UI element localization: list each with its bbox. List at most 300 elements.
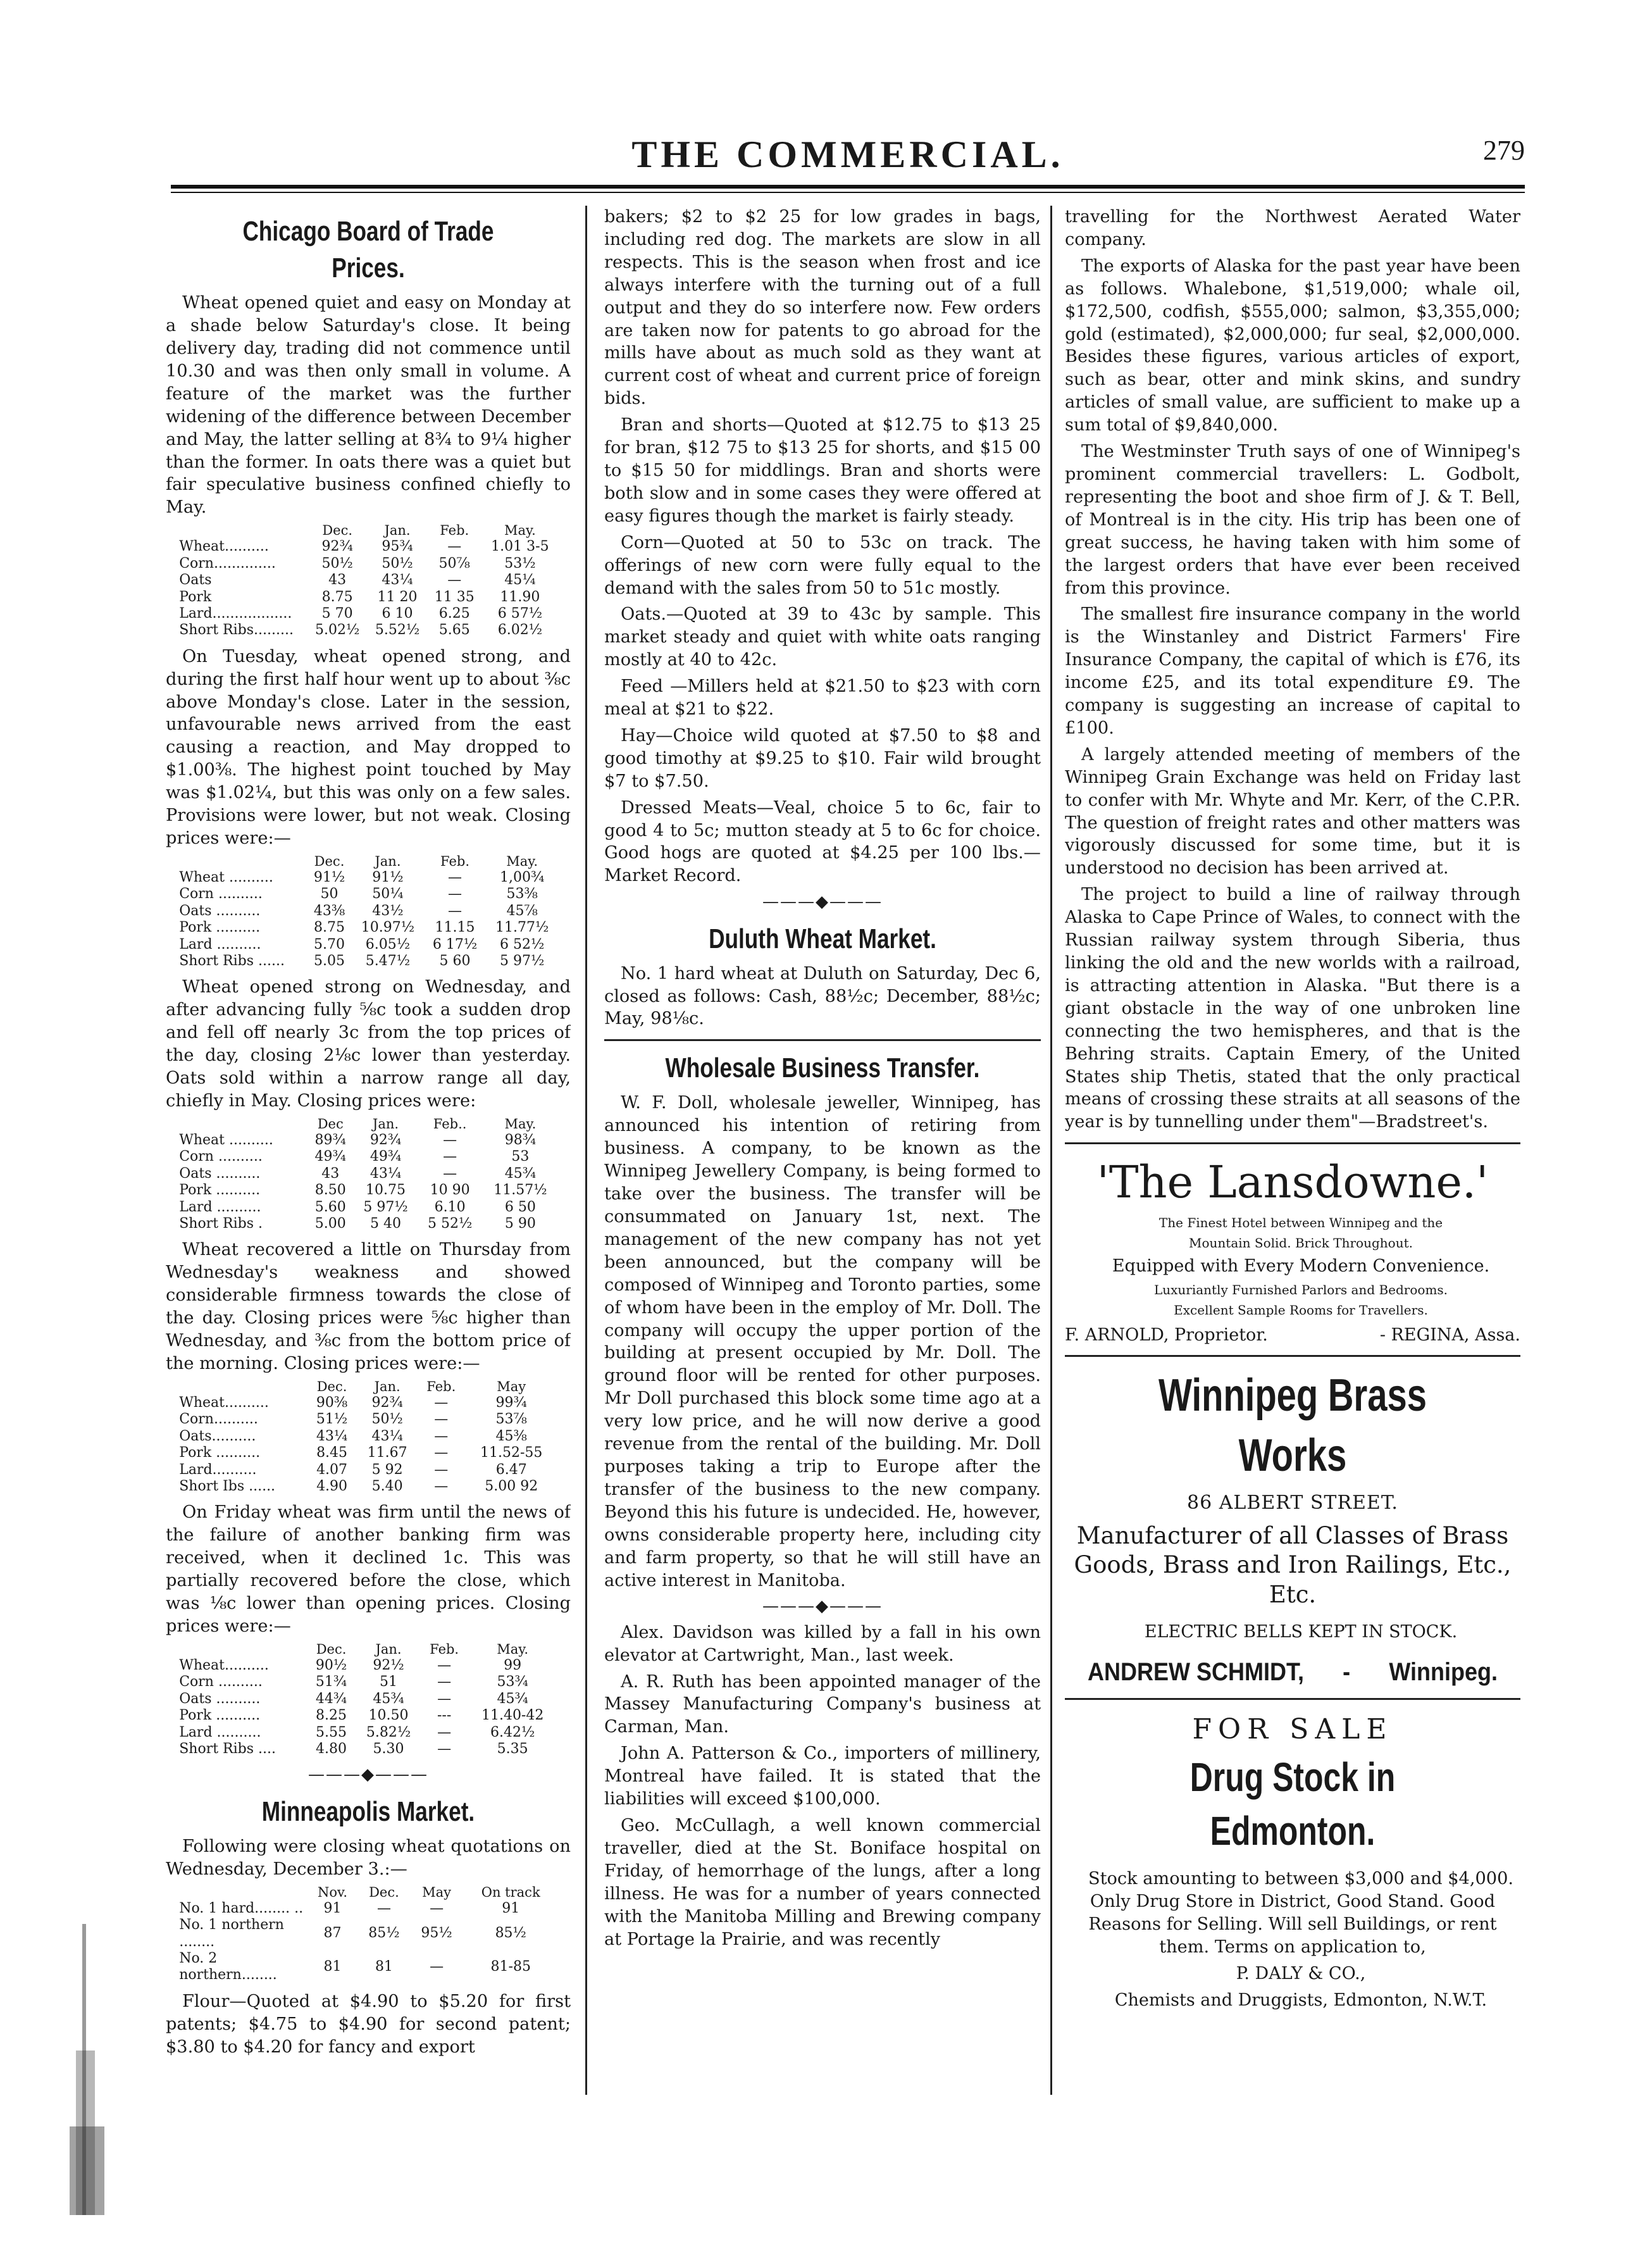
- bran-shorts: Bran and shorts—Quoted at $12.75 to $13 25 for bran, $12 75 to $13 25 for shorts, and $15 00 to $15 50 for middlings. Bran and shorts were both slow and in some cases they were offered at easy figures though the market is fairly steady.: [604, 415, 1041, 526]
- price-cell: 81: [323, 1959, 342, 1975]
- price-cell: 5.30: [373, 1740, 404, 1757]
- table-header-row: [178, 1116, 559, 1132]
- price-cell: 81: [375, 1959, 393, 1975]
- section-rule: [604, 1039, 1041, 1041]
- table-row: [178, 1199, 559, 1216]
- price-cell: —: [434, 1428, 449, 1444]
- brass-title: Winnipeg Brass Works: [1158, 1370, 1427, 1482]
- table-row: [178, 1901, 559, 1917]
- column-header: [178, 854, 307, 870]
- oats-quote: Oats.—Quoted at 39 to 43c by sample. This market steady and quiet with white oats ranging mostly at 40 to 42c.: [604, 604, 1041, 670]
- table-row: [178, 1691, 559, 1707]
- masthead-rule-thick: [171, 185, 1525, 189]
- commodity-cell: Lard..........: [179, 1461, 257, 1478]
- fire-insurance: The smallest fire insurance company in the world is the Winstanley and District Farmers' Fire Insurance Company, the capital of which is £76, its income £25, and its total expenditure £9. The company is suggesting an increase of capital to £100.: [1065, 604, 1520, 738]
- commodity-cell: Oats ..........: [179, 1690, 261, 1707]
- table-row: [178, 1462, 559, 1478]
- price-cell: 11.67: [367, 1445, 407, 1461]
- price-cell: 6 10: [382, 605, 413, 621]
- lansdowne-line: Mountain Solid. Brick Throughout.: [1189, 1235, 1413, 1251]
- price-cell: 5.00: [314, 1216, 346, 1232]
- table-row: [178, 1741, 559, 1757]
- price-cell: 50½: [382, 555, 413, 571]
- price-cell: 50⅞: [438, 555, 470, 571]
- table-row: [178, 870, 559, 886]
- alaska-exports: The exports of Alaska for the past year have been as follows. Whalebone, $1,519,000; whale oil, $172,500, codfish, $555,000; salmon, $3,355,000; gold (estimated), $2,000,000; fur seal, $2,000,000. Besides these figures, various articles of export, such as bear, otter and mink skins, and sundry articles of small value, are sufficient to make up a sum total of $9,840,000.: [1065, 256, 1520, 435]
- commodity-cell: Wheat..........: [179, 1395, 269, 1411]
- brass-city: Winnipeg.: [1389, 1658, 1498, 1687]
- price-cell: 44¾: [315, 1690, 347, 1707]
- lansdowne-line: Equipped with Every Modern Convenience.: [1112, 1256, 1490, 1277]
- price-cell: 91: [323, 1900, 342, 1916]
- table-row: [178, 1951, 559, 1984]
- price-cell: 8.75: [314, 920, 345, 936]
- price-cell: 43¼: [371, 1428, 403, 1444]
- price-cell: 6.02½: [497, 622, 543, 639]
- column-header: Dec.: [369, 1884, 399, 1900]
- column-header: Feb.: [440, 523, 469, 539]
- price-cell: ---: [437, 1707, 452, 1724]
- brass-description: Manufacturer of all Classes of Brass Goods, Brass and Iron Railings, Etc., Etc.: [1074, 1522, 1512, 1608]
- price-cell: 4.90: [316, 1478, 348, 1494]
- column-header: [178, 523, 307, 539]
- table-row: [178, 622, 559, 639]
- price-cell: —: [447, 539, 462, 555]
- table-row: [178, 953, 559, 970]
- commodity-cell: Wheat ..........: [179, 870, 273, 886]
- table-row: [178, 886, 559, 902]
- price-cell: 91: [502, 1900, 520, 1916]
- price-cell: 5.40: [371, 1478, 403, 1494]
- price-cell: 11.15: [435, 920, 475, 936]
- price-cell: 5.47½: [365, 953, 411, 970]
- lansdowne-line: Luxuriantly Furnished Parlors and Bedrooms.: [1153, 1282, 1448, 1298]
- transfer-text: W. F. Doll, wholesale jeweller, Winnipeg, has announced his intention of retiring from business. A company, to be known as the Winnipeg Jewellery Company, is being formed to take over the business. The transfer will be consummated on January 1st, next. The management of the new company has not yet been announced, but the company will be composed of Winnipeg and Toronto parties, some of whom have been in the employ of Mr. Doll. The company will occupy the upper portion of the building at present occupied by Mr. Doll. The ground floor will be rented for other purposes. Mr Doll purchased this block some time ago at a very low price, and he will now derive a good revenue from the rental of the building. Mr. Doll purposes taking a trip to Europe after the transfer of the business to the new company. Beyond this his future is undecided. He, however, owns considerable property here, including city and farm property, so that he will still have an active interest in Manitoba.: [604, 1093, 1041, 1590]
- price-cell: 11.57½: [494, 1182, 547, 1199]
- price-cell: 5 60: [439, 953, 471, 970]
- commodity-cell: Lard ..........: [179, 1199, 261, 1215]
- price-cell: 51½: [316, 1411, 348, 1428]
- price-cell: 43¼: [316, 1428, 348, 1444]
- commodity-cell: Pork: [179, 589, 212, 605]
- column-header: May.: [504, 1116, 537, 1132]
- drug-stock-ad: [1065, 1711, 1520, 2011]
- price-cell: —: [437, 1657, 452, 1673]
- commodity-cell: Pork ..........: [179, 1445, 261, 1461]
- column-header: Jan.: [375, 1641, 402, 1657]
- price-cell: 5.70: [314, 936, 345, 952]
- price-cell: 43: [328, 572, 347, 589]
- price-cell: —: [434, 1478, 449, 1494]
- price-cell: 87: [323, 1925, 342, 1942]
- price-cell: 4.07: [316, 1461, 348, 1478]
- column-header: May: [497, 1378, 526, 1394]
- price-cell: —: [434, 1461, 449, 1478]
- price-cell: 6 17½: [432, 936, 478, 952]
- price-cell: —: [434, 1445, 449, 1461]
- price-cell: 6.10: [434, 1199, 466, 1215]
- table-row: [178, 1216, 559, 1232]
- price-table-tuesday: [178, 854, 559, 970]
- table-header-row: [178, 854, 559, 870]
- commodity-cell: Lard..................: [179, 605, 292, 621]
- price-cell: —: [443, 1165, 457, 1182]
- column-header: Dec: [317, 1116, 344, 1132]
- price-cell: 5.05: [314, 953, 345, 970]
- table-row: [178, 1478, 559, 1495]
- price-cell: 5 52½: [427, 1216, 473, 1232]
- price-cell: 8.75: [321, 589, 353, 605]
- minneapolis-heading: Minneapolis Market.: [261, 1795, 475, 1827]
- price-cell: 5 90: [504, 1216, 536, 1232]
- price-cell: 49¾: [370, 1149, 402, 1165]
- price-cell: 8.25: [316, 1707, 347, 1724]
- column-header: Nov.: [318, 1884, 348, 1900]
- price-cell: 53⅜: [506, 886, 538, 902]
- table-row: [178, 1428, 559, 1445]
- price-cell: 10.50: [368, 1707, 409, 1724]
- brass-bells: ELECTRIC BELLS KEPT IN STOCK.: [1144, 1621, 1458, 1642]
- price-cell: 6 57½: [497, 605, 543, 621]
- table-row: [178, 1657, 559, 1674]
- price-cell: 90½: [315, 1657, 347, 1673]
- brass-owner: ANDREW SCHMIDT,: [1088, 1658, 1304, 1687]
- table-row: [178, 556, 559, 572]
- table-row: [178, 1411, 559, 1428]
- news-continued: travelling for the Northwest Aerated Water company.: [1065, 207, 1520, 249]
- price-cell: 95½: [421, 1925, 452, 1942]
- column-header: Feb.: [426, 1378, 456, 1394]
- price-cell: 45¾: [504, 1165, 537, 1182]
- price-cell: 6 50: [504, 1199, 536, 1215]
- chicago-heading: Chicago Board of Trade Prices.: [242, 216, 494, 284]
- minneapolis-table: [178, 1885, 559, 1984]
- price-cell: 8.50: [314, 1182, 346, 1199]
- chicago-thursday: Wheat recovered a little on Thursday from Wednesday's weakness and showed considerable firmness towards the close of the day. Closing prices were ⅝c higher than Wednesday, and ⅜c from the bottom price of the morning. Closing prices were:—: [166, 1240, 571, 1373]
- price-cell: 11.52-55: [480, 1445, 543, 1461]
- chicago-tuesday: On Tuesday, wheat opened strong, and during the first half hour went up to about ⅜c above Monday's close. Later in the session, unfavourable news arrived from the east causing a reaction, and May dropped to $1.00⅜. The highest point touched by May was $1.02¼, but this was only on a few sales. Provisions were lower, but not weak. Closing prices were:—: [166, 646, 571, 848]
- price-cell: —: [430, 1900, 444, 1916]
- price-cell: 43¼: [370, 1165, 402, 1182]
- price-table-monday: [178, 523, 559, 639]
- price-cell: 89¾: [314, 1132, 346, 1149]
- lansdowne-proprietor-line: [1065, 1324, 1520, 1347]
- price-cell: 5 70: [321, 605, 353, 621]
- transfer-heading: Wholesale Business Transfer.: [665, 1052, 980, 1084]
- price-cell: —: [448, 902, 463, 919]
- price-cell: —: [443, 1149, 457, 1165]
- lansdowne-title: 'The Lansdowne.': [1096, 1156, 1489, 1209]
- drug-stock-title: Drug Stock in Edmonton.: [1189, 1754, 1396, 1854]
- hay-quote: Hay—Choice wild quoted at $7.50 to $8 and good timothy at $9.25 to $10. Fair wild brought $7 to $7.50.: [604, 725, 1041, 791]
- duluth-text: No. 1 hard wheat at Duluth on Saturday, Dec 6, closed as follows: Cash, 88½c; December, 88½c; May, 98⅛c.: [604, 963, 1041, 1029]
- price-cell: 8.45: [316, 1445, 348, 1461]
- commodity-cell: Corn ..........: [179, 886, 263, 902]
- ad-rule: [1065, 1355, 1520, 1357]
- commodity-cell: Short Ribs ......: [179, 953, 285, 970]
- column-header: Jan.: [384, 523, 411, 539]
- price-cell: —: [434, 1411, 449, 1428]
- column-header: [178, 1116, 307, 1132]
- price-cell: 11 20: [377, 589, 418, 605]
- column-header: May: [422, 1884, 452, 1900]
- column-header: Jan.: [374, 1378, 401, 1394]
- column-header: Feb.: [430, 1641, 459, 1657]
- table-header-row: [178, 523, 559, 539]
- commodity-cell: Wheat..........: [179, 539, 269, 555]
- commodity-cell: Wheat ..........: [179, 1132, 273, 1149]
- price-cell: 51¾: [315, 1674, 347, 1690]
- price-cell: —: [376, 1900, 391, 1916]
- column-3: [1065, 206, 1520, 2095]
- price-cell: 6.05½: [365, 936, 411, 952]
- commodity-cell: Short Ribs .: [179, 1216, 263, 1232]
- price-cell: —: [437, 1674, 452, 1690]
- drug-stock-firm-2: Chemists and Druggists, Edmonton, N.W.T.: [1114, 1990, 1487, 2010]
- price-cell: —: [443, 1132, 457, 1149]
- column-header: Dec.: [316, 1641, 347, 1657]
- commodity-cell: Pork ..........: [179, 1707, 261, 1724]
- price-cell: 45⅜: [495, 1428, 527, 1444]
- price-cell: 53½: [504, 555, 536, 571]
- commodity-cell: No. 1 hard........ ..: [179, 1900, 304, 1916]
- price-cell: —: [448, 886, 463, 902]
- price-cell: 5 40: [370, 1216, 401, 1232]
- commodity-cell: Wheat..........: [179, 1657, 269, 1673]
- price-cell: 92¾: [370, 1132, 402, 1149]
- scan-edge-artifact: [70, 1924, 108, 2215]
- column-header: [178, 1885, 307, 1901]
- price-cell: 43¼: [382, 572, 413, 589]
- commodity-cell: Short Ribs ....: [179, 1740, 276, 1757]
- minneapolis-intro: Following were closing wheat quotations on Wednesday, December 3.:—: [166, 1836, 571, 1879]
- price-cell: 50¼: [372, 886, 404, 902]
- table-header-row: [178, 1379, 559, 1395]
- price-cell: 91½: [372, 870, 404, 886]
- price-cell: 5.02½: [315, 622, 360, 639]
- price-cell: 10.97½: [361, 920, 415, 936]
- price-cell: 49¾: [314, 1149, 346, 1165]
- column-header: [178, 1642, 307, 1657]
- price-cell: 10 90: [430, 1182, 470, 1199]
- price-cell: 90⅜: [316, 1395, 348, 1411]
- table-row: [178, 1166, 559, 1182]
- column-header: Feb.: [440, 853, 470, 869]
- for-sale-label: FOR SALE: [1192, 1713, 1393, 1746]
- commodity-cell: No. 2 northern........: [179, 1950, 277, 1983]
- alaska-railway: The project to build a line of railway through Alaska to Cape Prince of Wales, to connect with the Russian railway system through Siberia, thus linking the old and the new worlds with a railroad, is attracting attention in Alaska. "But there is a giant obstacle in the way of one unbroken line connecting the two hemispheres, and that is the Behring straits. Captain Emery, of the United States ship Thetis, stated that the only practical means of crossing these straits at all seasons of the year is by tunnelling under them"—Bradstreet's.: [1065, 885, 1520, 1132]
- market-continued: bakers; $2 to $2 25 for low grades in bags, including red dog. The markets are slow in all respects. This is the season when frost and ice always interfere with the turning out of a full output and they do so interfere now. Few orders are taken now for patents to go abroad for the mills have about as much sold as they want at current cost of wheat and current price of foreign bids.: [604, 207, 1041, 409]
- price-cell: 53: [511, 1149, 530, 1165]
- price-cell: —: [437, 1724, 452, 1740]
- table-row: [178, 572, 559, 589]
- price-cell: 51: [380, 1674, 398, 1690]
- price-cell: —: [434, 1395, 449, 1411]
- commodity-cell: Corn..........: [179, 1411, 258, 1428]
- column-divider-1: [585, 206, 587, 2095]
- price-cell: 1.01 3-5: [491, 539, 549, 555]
- table-row: [178, 937, 559, 953]
- price-cell: 5.82½: [366, 1724, 411, 1740]
- price-cell: 11.90: [500, 589, 540, 605]
- column-header: Dec.: [316, 1378, 347, 1394]
- price-cell: 91½: [313, 870, 345, 886]
- lansdowne-line: Excellent Sample Rooms for Travellers.: [1174, 1302, 1428, 1318]
- commodity-cell: Short Ibs ......: [179, 1478, 276, 1494]
- price-cell: 6.42½: [490, 1724, 535, 1740]
- price-cell: —: [437, 1740, 452, 1757]
- price-cell: 5.52½: [375, 622, 420, 639]
- brass-owner-line: [1088, 1656, 1498, 1689]
- price-cell: 11 35: [434, 589, 475, 605]
- price-cell: 10.75: [366, 1182, 406, 1199]
- table-row: [178, 1149, 559, 1165]
- column-header: [178, 1379, 307, 1395]
- price-cell: 92¾: [371, 1395, 403, 1411]
- table-row: [178, 589, 559, 606]
- westminster-truth: The Westminster Truth says of one of Winnipeg's prominent commercial travellers: L. Godbolt, representing the boot and shoe firm of J. & T. Bell, of Montreal is in the city. His trip has been one of great success, he having taken with him some of the largest orders that have ever been received from this province.: [1065, 442, 1520, 598]
- column-header: May.: [497, 1641, 529, 1657]
- price-cell: 6 52½: [500, 936, 545, 952]
- price-cell: 5 97½: [363, 1199, 408, 1215]
- price-cell: 5 92: [371, 1461, 403, 1478]
- corn-quote: Corn—Quoted at 50 to 53c on track. The offerings of new corn were fully equal to the demand with the sales from 50 to 51c mostly.: [604, 532, 1041, 598]
- news-patterson: John A. Patterson & Co., importers of millinery, Montreal have failed. It is stated that the liabilities will exceed $100,000.: [604, 1744, 1041, 1809]
- dressed-meats: Dressed Meats—Veal, choice 5 to 6c, fair to good 4 to 5c; mutton steady at 5 to 6c for choice. Good hogs are quoted at $4.25 per 100 lbs.—Market Record.: [604, 797, 1041, 886]
- drug-stock-body: Stock amounting to between $3,000 and $4,000. Only Drug Store in District, Good Stand. Good Reasons for Selling. Will sell Buildings, or rent them. Terms on application to,: [1088, 1869, 1514, 1957]
- brass-dash: -: [1343, 1658, 1351, 1687]
- price-table-wednesday: [178, 1116, 559, 1233]
- price-cell: 92½: [373, 1657, 404, 1673]
- price-cell: 45¾: [497, 1690, 528, 1707]
- price-table-friday: [178, 1642, 559, 1758]
- price-cell: 85½: [368, 1925, 400, 1942]
- commodity-cell: Lard ..........: [179, 936, 261, 952]
- price-cell: 11.40-42: [481, 1707, 544, 1724]
- column-header: Dec.: [314, 853, 345, 869]
- commodity-cell: Oats..........: [179, 1428, 256, 1444]
- feed-quote: Feed —Millers held at $21.50 to $23 with corn meal at $21 to $22.: [604, 677, 1041, 720]
- table-row: [178, 1674, 559, 1690]
- table-row: [178, 920, 559, 936]
- table-row: [178, 1445, 559, 1461]
- price-cell: 1,00¾: [500, 870, 545, 886]
- chicago-friday: On Friday wheat was firm until the news of the failure of another banking firm was received, when it declined 1c. This was partially recovered before the close, which was ⅛c lower than opening prices. Closing prices were:—: [166, 1502, 571, 1636]
- column-header: Jan.: [375, 853, 401, 869]
- table-row: [178, 1132, 559, 1149]
- price-cell: 5.65: [438, 622, 470, 639]
- commodity-cell: Pork ..........: [179, 1182, 261, 1199]
- column-divider-2: [1050, 206, 1052, 2095]
- price-table-thursday: [178, 1379, 559, 1495]
- price-cell: 45¼: [504, 572, 536, 589]
- ornament-divider: ———◆———: [762, 892, 883, 912]
- table-row: [178, 1395, 559, 1411]
- ornament-divider: ———◆———: [308, 1765, 428, 1785]
- table-row: [178, 1917, 559, 1951]
- price-cell: —: [448, 870, 463, 886]
- price-cell: 50½: [321, 555, 353, 571]
- table-row: [178, 606, 559, 622]
- table-header-row: [178, 1885, 559, 1901]
- price-cell: 81-85: [490, 1959, 531, 1975]
- price-cell: 99¾: [495, 1395, 527, 1411]
- price-cell: 6.25: [438, 605, 470, 621]
- news-davidson: Alex. Davidson was killed by a fall in his own elevator at Cartwright, Man., last week.: [604, 1622, 1041, 1665]
- price-cell: 5.00 92: [485, 1478, 538, 1494]
- table-row: [178, 539, 559, 555]
- table-row: [178, 1707, 559, 1724]
- lansdowne-ad: [1065, 1153, 1520, 1346]
- price-cell: 85½: [495, 1925, 526, 1942]
- column-header: May.: [504, 523, 536, 539]
- commodity-cell: Short Ribs.........: [179, 622, 294, 639]
- ad-rule: [1065, 1698, 1520, 1700]
- price-cell: 5.35: [497, 1740, 528, 1757]
- column-header: On track: [481, 1884, 540, 1900]
- price-cell: 98¾: [504, 1132, 537, 1149]
- drug-stock-firm: P. DALY & CO.,: [1236, 1963, 1366, 1983]
- column-header: Jan.: [372, 1116, 399, 1132]
- price-cell: 11.77½: [495, 920, 549, 936]
- price-cell: 5.55: [316, 1724, 347, 1740]
- price-cell: 95¾: [382, 539, 413, 555]
- table-row: [178, 903, 559, 920]
- masthead-rule-thin: [171, 192, 1525, 193]
- brass-address: 86 ALBERT STREET.: [1187, 1491, 1398, 1514]
- price-cell: 4.80: [316, 1740, 347, 1757]
- table-header-row: [178, 1642, 559, 1657]
- price-cell: 43⅜: [313, 902, 345, 919]
- price-cell: 53¾: [497, 1674, 528, 1690]
- table-row: [178, 1725, 559, 1741]
- commodity-cell: No. 1 northern ........: [179, 1917, 284, 1950]
- lansdowne-proprietor: F. ARNOLD, Proprietor.: [1065, 1325, 1268, 1345]
- minneapolis-flour: Flour—Quoted at $4.90 to $5.20 for first patents; $4.75 to $4.90 for second patent; $3.80 to $4.20 for fancy and export: [166, 1991, 571, 2057]
- lansdowne-place: - REGINA, Assa.: [1379, 1325, 1520, 1345]
- price-cell: 92¾: [321, 539, 353, 555]
- commodity-cell: Lard ..........: [179, 1724, 261, 1740]
- column-2: [604, 206, 1041, 2095]
- chicago-wednesday: Wheat opened strong on Wednesday, and after advancing fully ⅝c took a sudden drop and fell off nearly 3c from the top prices of the day, closing 2⅛c lower than yesterday. Oats sold within a narrow range all day, chiefly in May. Closing prices were:: [166, 977, 571, 1111]
- ad-rule: [1065, 1142, 1520, 1144]
- news-mccullagh: Geo. McCullagh, a well known commercial traveller, died at the St. Boniface hospital on Friday, of hemorrhage of the lungs, after a long illness. He was for a number of years connected with the Manitoba Milling and Brewing company at Portage la Prairie, and was recently: [604, 1815, 1041, 1949]
- price-cell: 43: [321, 1165, 340, 1182]
- price-cell: 5.60: [314, 1199, 346, 1215]
- price-cell: 50½: [371, 1411, 403, 1428]
- commodity-cell: Oats: [179, 572, 212, 589]
- price-cell: —: [430, 1959, 444, 1975]
- commodity-cell: Corn..............: [179, 555, 276, 571]
- price-cell: 53⅞: [495, 1411, 527, 1428]
- price-cell: 45⅞: [506, 902, 538, 919]
- table-row: [178, 1182, 559, 1199]
- commodity-cell: Oats ..........: [179, 902, 261, 919]
- commodity-cell: Pork ..........: [179, 920, 261, 936]
- page-number: 279: [1483, 135, 1525, 166]
- commodity-cell: Corn ..........: [179, 1674, 263, 1690]
- duluth-heading: Duluth Wheat Market.: [709, 923, 936, 954]
- column-1: [166, 206, 571, 2095]
- news-ruth: A. R. Ruth has been appointed manager of the Massey Manufacturing Company's business at Carman, Man.: [604, 1671, 1041, 1737]
- commodity-cell: Oats ..........: [179, 1165, 261, 1182]
- price-cell: 50: [320, 886, 338, 902]
- price-cell: 99: [504, 1657, 522, 1673]
- price-cell: 5 97½: [500, 953, 545, 970]
- newspaper-title: THE COMMERCIAL.: [631, 134, 1064, 175]
- lansdowne-line: The Finest Hotel between Winnipeg and the: [1158, 1214, 1443, 1230]
- price-cell: 43½: [372, 902, 404, 919]
